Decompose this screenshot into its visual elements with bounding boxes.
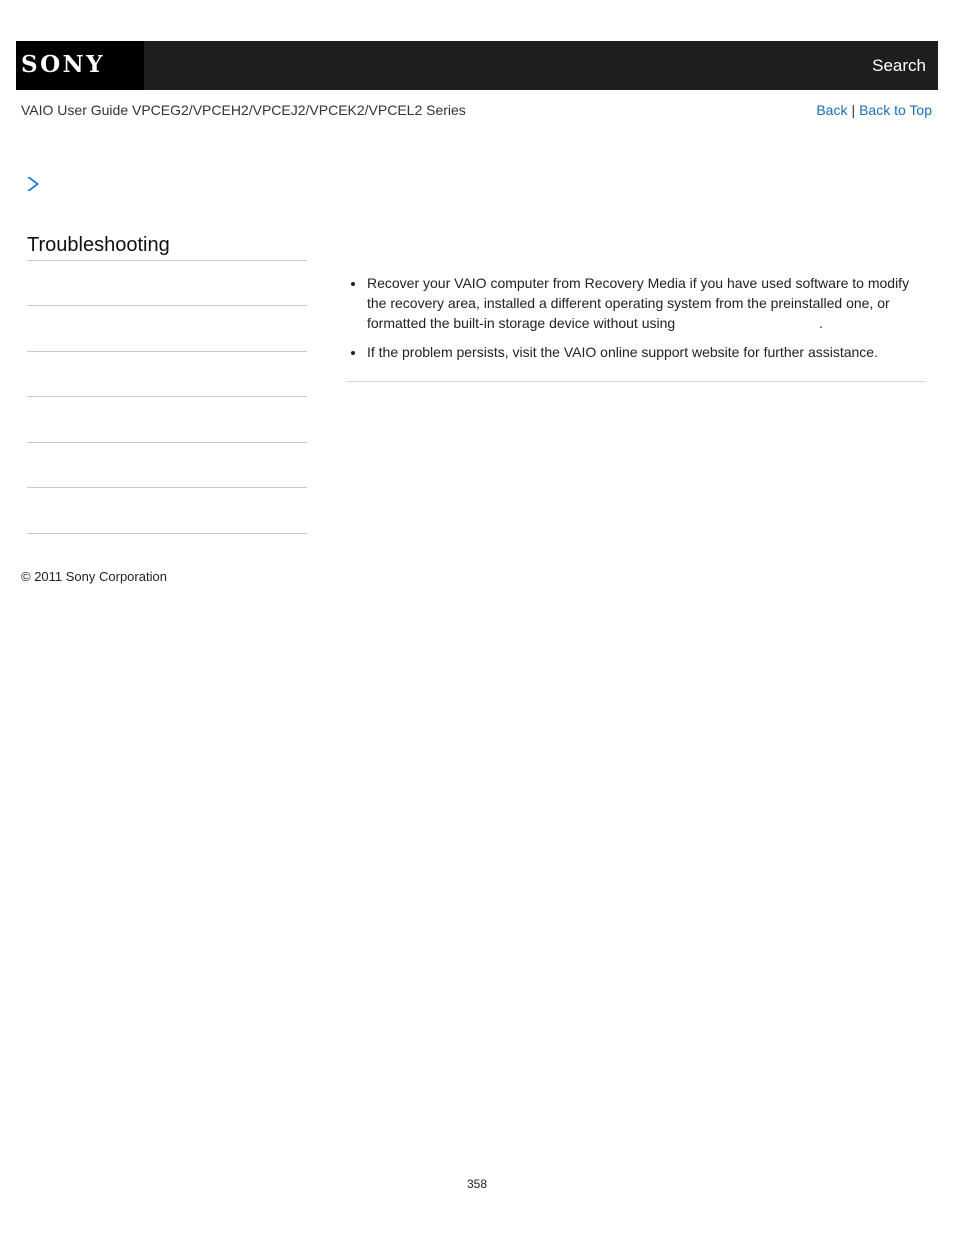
back-link[interactable]: Back <box>816 102 848 118</box>
bullet-list <box>346 273 926 362</box>
sidebar-divider <box>27 533 307 534</box>
page-number: 358 <box>466 1177 488 1191</box>
list-item-text: If the problem persists, visit the VAIO online support website for further assistance. <box>367 344 878 360</box>
section-heading: Troubleshooting <box>27 234 170 256</box>
sidebar-divider <box>27 305 307 306</box>
list-item <box>346 342 926 362</box>
list-item-text: Recover your VAIO computer from Recovery Media if you have used software to modify the recovery area, installed a different operating system from the preinstalled one, or formatted the built-in storage device without using <box>367 275 910 331</box>
main-content <box>346 273 926 371</box>
nav-links <box>816 102 932 118</box>
chevron-right-icon <box>25 175 41 193</box>
list-item <box>346 273 926 333</box>
copyright: © 2011 Sony Corporation <box>21 569 167 584</box>
search-link[interactable]: Search <box>872 56 926 75</box>
sidebar-divider <box>27 396 307 397</box>
nav-separator: | <box>851 102 856 118</box>
sony-logo <box>16 41 144 90</box>
sidebar-divider <box>27 487 307 488</box>
list-item-text-end: . <box>819 315 824 331</box>
top-bar <box>16 41 938 90</box>
back-to-top-link[interactable]: Back to Top <box>859 102 932 118</box>
bullet-icon <box>351 351 355 355</box>
bullet-icon <box>351 282 355 286</box>
content-divider <box>346 381 926 382</box>
guide-title: VAIO User Guide VPCEG2/VPCEH2/VPCEJ2/VPCEK2/VPCEL2 Series <box>21 102 466 118</box>
sidebar-divider <box>27 442 307 443</box>
sidebar-divider <box>27 260 307 261</box>
sidebar-divider <box>27 351 307 352</box>
logo-text: SONY <box>21 51 106 78</box>
